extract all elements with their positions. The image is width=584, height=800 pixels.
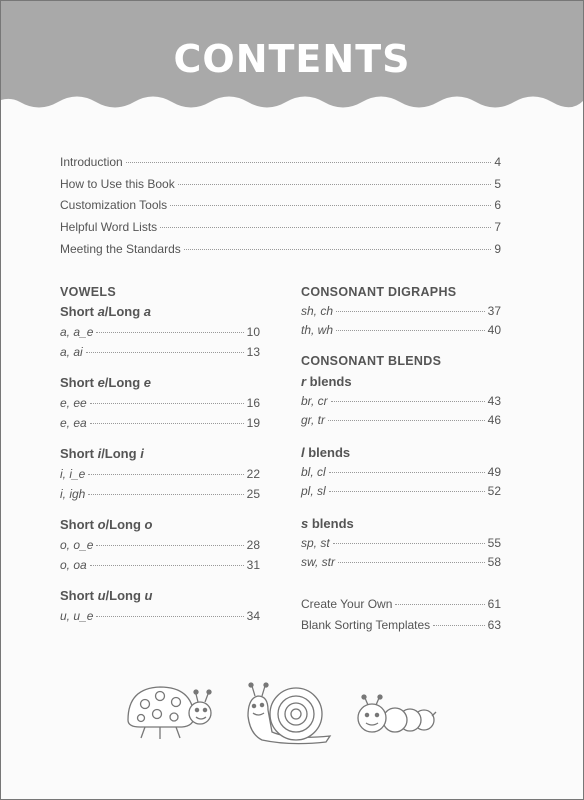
toc-entry-sp-st[interactable] <box>301 536 501 550</box>
group-title-r-blends: r blends <box>301 374 352 389</box>
toc-entry-label: Customization Tools <box>60 198 168 212</box>
dot-leader <box>126 162 492 163</box>
critter-illustrations <box>0 670 584 760</box>
toc-entry-page: 10 <box>246 325 260 339</box>
dot-leader <box>90 565 244 566</box>
toc-entry-label: a, ai <box>60 345 83 359</box>
toc-entry-page: 61 <box>487 597 501 611</box>
group-title-short-e: Short e/Long e <box>60 375 152 390</box>
toc-entry-label: Create Your Own <box>301 597 393 611</box>
dot-leader <box>395 604 484 605</box>
group-title-short-u: Short u/Long u <box>60 588 153 603</box>
toc-entry-page: 7 <box>494 220 501 234</box>
toc-entry-i-i_e[interactable] <box>60 467 260 481</box>
dot-leader <box>96 616 243 617</box>
toc-entry-page: 25 <box>246 487 260 501</box>
dot-leader <box>90 423 244 424</box>
ladybug-icon <box>128 687 211 739</box>
toc-entry-label: Helpful Word Lists <box>60 220 158 234</box>
toc-entry-label: a, a_e <box>60 325 94 339</box>
toc-entry-meeting-standards[interactable] <box>60 242 501 256</box>
toc-entry-pl-sl[interactable] <box>301 484 501 498</box>
toc-entry-e-ea[interactable] <box>60 416 260 430</box>
snail-icon <box>248 683 330 744</box>
toc-entry-page: 5 <box>494 177 501 191</box>
toc-entry-page: 63 <box>487 618 501 632</box>
dot-leader <box>86 352 244 353</box>
toc-entry-how-to-use[interactable] <box>60 177 501 191</box>
toc-entry-o-oa[interactable] <box>60 558 260 572</box>
toc-entry-label: pl, sl <box>301 484 326 498</box>
toc-entry-bl-cl[interactable] <box>301 465 501 479</box>
toc-entry-a-a_e[interactable] <box>60 325 260 339</box>
vowels-heading: VOWELS <box>60 285 116 299</box>
dot-leader <box>88 494 243 495</box>
toc-entry-page: 6 <box>494 198 501 212</box>
header-banner <box>1 1 583 119</box>
toc-entry-page: 4 <box>494 155 501 169</box>
toc-entry-page: 28 <box>246 538 260 552</box>
toc-entry-page: 19 <box>246 416 260 430</box>
toc-entry-label: gr, tr <box>301 413 326 427</box>
toc-entry-label: Introduction <box>60 155 123 169</box>
group-title-short-o: Short o/Long o <box>60 517 153 532</box>
group-title-short-a: Short a/Long a <box>60 304 152 319</box>
toc-entry-blank-templates[interactable] <box>301 618 501 632</box>
caterpillar-icon <box>358 695 436 732</box>
toc-entry-label: Meeting the Standards <box>60 242 181 256</box>
toc-entry-sh-ch[interactable] <box>301 304 501 318</box>
dot-leader <box>96 332 243 333</box>
dot-leader <box>184 249 492 250</box>
toc-entry-e-ee[interactable] <box>60 396 260 410</box>
toc-entry-create-your-own[interactable] <box>301 597 501 611</box>
toc-entry-th-wh[interactable] <box>301 323 501 337</box>
toc-entry-page: 9 <box>494 242 501 256</box>
toc-entry-label: u, u_e <box>60 609 94 623</box>
toc-entry-introduction[interactable] <box>60 155 501 169</box>
digraphs-heading: CONSONANT DIGRAPHS <box>301 285 457 299</box>
toc-entry-page: 40 <box>487 323 501 337</box>
toc-entry-label: i, i_e <box>60 467 86 481</box>
toc-entry-page: 16 <box>246 396 260 410</box>
toc-entry-page: 46 <box>487 413 501 427</box>
toc-entry-label: o, oa <box>60 558 87 572</box>
toc-entry-label: i, igh <box>60 487 86 501</box>
toc-entry-page: 58 <box>487 555 501 569</box>
toc-entry-page: 49 <box>487 465 501 479</box>
toc-entry-label: br, cr <box>301 394 328 408</box>
toc-entry-page: 22 <box>246 467 260 481</box>
toc-entry-page: 34 <box>246 609 260 623</box>
toc-entry-label: How to Use this Book <box>60 177 175 191</box>
dot-leader <box>90 403 244 404</box>
dot-leader <box>338 562 485 563</box>
dot-leader <box>336 311 485 312</box>
page-title: CONTENTS <box>173 37 411 81</box>
toc-entry-br-cr[interactable] <box>301 394 501 408</box>
toc-entry-page: 43 <box>487 394 501 408</box>
dot-leader <box>331 401 485 402</box>
toc-entry-i-igh[interactable] <box>60 487 260 501</box>
dot-leader <box>170 205 491 206</box>
toc-entry-label: sp, st <box>301 536 330 550</box>
toc-entry-label: o, o_e <box>60 538 94 552</box>
dot-leader <box>160 227 491 228</box>
toc-entry-customization-tools[interactable] <box>60 198 501 212</box>
toc-entry-page: 37 <box>487 304 501 318</box>
dot-leader <box>178 184 492 185</box>
toc-entry-label: th, wh <box>301 323 334 337</box>
group-title-short-i: Short i/Long i <box>60 446 144 461</box>
toc-entry-helpful-word-lists[interactable] <box>60 220 501 234</box>
toc-entry-label: sh, ch <box>301 304 334 318</box>
toc-entry-label: Blank Sorting Templates <box>301 618 431 632</box>
dot-leader <box>88 474 243 475</box>
toc-entry-page: 13 <box>246 345 260 359</box>
dot-leader <box>96 545 243 546</box>
toc-entry-o-o_e[interactable] <box>60 538 260 552</box>
toc-entry-label: e, ee <box>60 396 87 410</box>
dot-leader <box>328 420 485 421</box>
dot-leader <box>336 330 485 331</box>
toc-entry-a-ai[interactable] <box>60 345 260 359</box>
dot-leader <box>433 625 484 626</box>
dot-leader <box>333 543 485 544</box>
toc-entry-page: 31 <box>246 558 260 572</box>
dot-leader <box>329 472 485 473</box>
dot-leader <box>329 491 485 492</box>
toc-entry-sw-str[interactable] <box>301 555 501 569</box>
toc-entry-label: e, ea <box>60 416 87 430</box>
toc-entry-gr-tr[interactable] <box>301 413 501 427</box>
toc-entry-u-u_e[interactable] <box>60 609 260 623</box>
toc-entry-label: bl, cl <box>301 465 326 479</box>
toc-entry-page: 55 <box>487 536 501 550</box>
group-title-s-blends: s blends <box>301 516 354 531</box>
toc-entry-page: 52 <box>487 484 501 498</box>
group-title-l-blends: l blends <box>301 445 351 460</box>
toc-entry-label: sw, str <box>301 555 336 569</box>
blends-heading: CONSONANT BLENDS <box>301 354 442 368</box>
